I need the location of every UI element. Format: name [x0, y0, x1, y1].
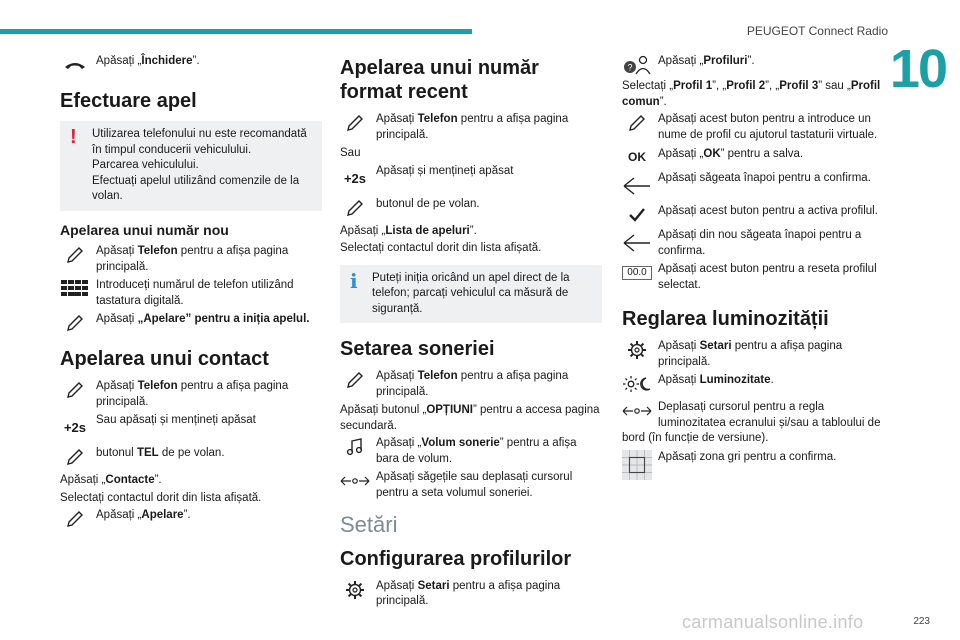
slider-arrows-icon [340, 470, 370, 492]
heading-recent-call: Apelarea unui număr format recent [340, 57, 539, 103]
step-bright-slider: Deplasați cursorul pentru a regla luminozitatea ecranului și/sau a tabloului de bord (în funcție de versiune). [622, 401, 881, 444]
reset-value-icon: 00.0 [622, 266, 652, 280]
profile-icon [622, 54, 652, 76]
heading-call-contact: Apelarea unui contact [60, 348, 269, 370]
step-profile-reset: 00.0 Apăsați acest buton pentru a reseta profilul selectat. [622, 262, 884, 293]
checkmark-icon [622, 204, 652, 226]
pencil-icon [60, 446, 90, 468]
pencil-icon [60, 379, 90, 401]
heading-dial-number: Apelarea unui număr nou [60, 221, 229, 238]
ring-para-1: Apăsați butonul „OPȚIUNI” pentru a accesa pagina secundară. [340, 404, 600, 432]
back-arrow-icon [622, 228, 652, 258]
heading-profiles: Configurarea profilurilor [340, 547, 572, 570]
contact-para-1: Apăsați „Contacte”. [60, 474, 162, 486]
info-icon: i [350, 268, 358, 293]
step-hangup: Apăsați „Închidere”. [60, 54, 322, 75]
step-profile-activate: Apăsați acest buton pentru a activa profilul. [622, 204, 884, 225]
keypad-icon [60, 278, 90, 300]
grey-zone-icon [622, 450, 652, 480]
heading-make-call: Efectuare apel [60, 90, 197, 112]
step-recent-wheel: butonul de pe volan. [340, 197, 602, 218]
step-bright-open: Apăsați Luminozitate. [622, 373, 884, 394]
step-profile-back-again: Apăsați din nou săgeata înapoi pentru a confirma. [622, 228, 884, 259]
heading-settings: Setări [340, 512, 398, 537]
step-profiles: ? Apăsați „Profiluri”. [622, 54, 884, 75]
column-1 [60, 54, 322, 532]
column-2 [340, 54, 602, 613]
heading-brightness: Reglarea luminozității [622, 308, 829, 330]
step-bright-confirm: Apăsați zona gri pentru a confirma. [622, 450, 884, 480]
column-3 [622, 54, 884, 483]
warning-note: ! Utilizarea telefonului nu este recomandată în timpul conducerii vehiculului. Parcarea vehiculului. Efectuați apelul utilizând comenzile de la volan. [60, 121, 322, 211]
step-contact-hold: +2s Sau apăsați și mențineți apăsat [60, 413, 322, 443]
info-note: i Puteți iniția oricând un apel direct de la telefon; parcați vehiculul ca măsură de siguranță. [340, 265, 602, 324]
hold-2s-icon: +2s [343, 170, 367, 186]
step-dial-phone: Apăsați Telefon pentru a afișa pagina principală. [60, 244, 322, 275]
ok-icon: OK [628, 150, 646, 165]
pencil-icon [340, 112, 370, 134]
pencil-icon [60, 508, 90, 530]
step-contact-phone: Apăsați Telefon pentru a afișa pagina principală. [60, 379, 322, 410]
hold-2s-icon: +2s [63, 420, 87, 436]
gear-icon [622, 339, 652, 361]
step-profile-back: Apăsați săgeata înapoi pentru a confirma. [622, 171, 884, 201]
music-note-icon [340, 436, 370, 458]
chapter-number: 10 [889, 39, 946, 99]
step-dial-call: Apăsați „Apelare” pentru a iniția apelul. [60, 312, 322, 333]
recent-para-1: Apăsați „Lista de apeluri”. [340, 224, 477, 237]
pencil-icon [340, 197, 370, 219]
step-profile-name: Apăsați acest buton pentru a introduce un nume de profil cu ajutorul tastaturii virtuale. [622, 112, 884, 143]
svg-text:?: ? [627, 62, 633, 73]
warning-icon: ! [70, 126, 77, 148]
sun-moon-icon [622, 373, 652, 395]
pencil-icon [340, 369, 370, 391]
step-recent-phone: Apăsați Telefon pentru a afișa pagina principală. [340, 112, 602, 143]
step-dial-keypad: Introduceți numărul de telefon utilizând tastatura digitală. [60, 278, 322, 309]
step-profile-settings: Apăsați Setari pentru a afișa pagina principală. [340, 579, 602, 610]
step-ring-slider: Apăsați săgețile sau deplasați cursorul pentru a seta volumul soneriei. [340, 470, 602, 501]
header-accent-bar [0, 29, 472, 34]
recent-or: Sau [340, 147, 361, 159]
pencil-icon [622, 112, 652, 134]
slider-arrows-icon [622, 400, 652, 422]
step-recent-hold: +2s Apăsați și mențineți apăsat [340, 164, 602, 194]
pencil-icon [60, 312, 90, 334]
step-bright-settings: Apăsați Setari pentru a afișa pagina principală. [622, 339, 884, 370]
step-ring-phone: Apăsați Telefon pentru a afișa pagina principală. [340, 369, 602, 400]
contact-para-2: Selectați contactul dorit din lista afișată. [60, 491, 262, 504]
back-arrow-icon [622, 171, 652, 201]
recent-para-2: Selectați contactul dorit din lista afișată. [340, 242, 542, 254]
hangup-icon [60, 54, 90, 76]
heading-ringtone: Setarea soneriei [340, 338, 495, 360]
step-profile-ok: OK Apăsați „OK” pentru a salva. [622, 147, 884, 168]
step-contact-call: Apăsați „Apelare”. [60, 508, 322, 529]
step-ring-volume: Apăsați „Volum sonerie” pentru a afișa bara de volum. [340, 436, 602, 467]
page-number: 223 [913, 616, 930, 627]
pencil-icon [60, 244, 90, 266]
profile-select-para: Selectați „Profil 1”, „Profil 2”, „Profil 3” sau „Profil comun”. [622, 80, 881, 108]
watermark: carmanualsonline.info [682, 612, 864, 632]
header-title: PEUGEOT Connect Radio [746, 24, 888, 38]
gear-icon [340, 579, 370, 601]
step-contact-tel: butonul TEL de pe volan. [60, 446, 322, 467]
